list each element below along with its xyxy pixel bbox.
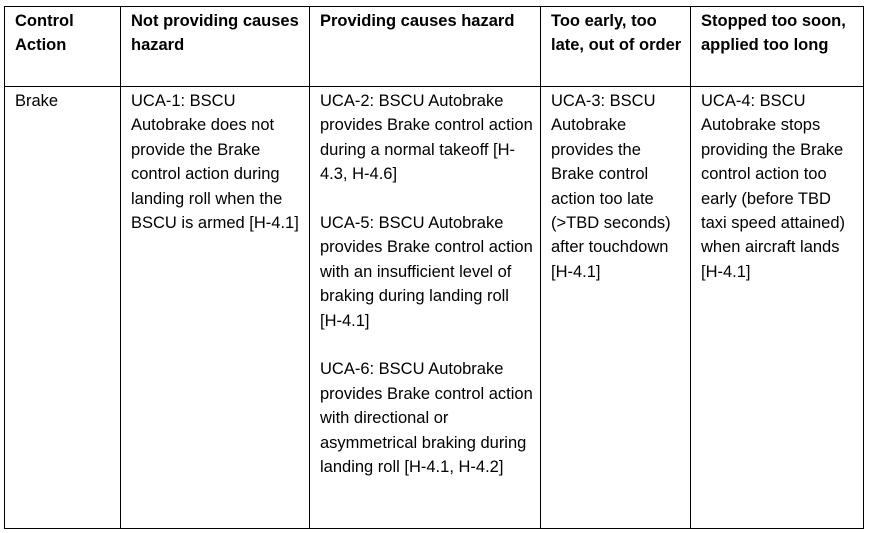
header-timing: Too early, too late, out of order	[541, 7, 691, 87]
cell-duration: UCA-4: BSCU Autobrake stops providing the Brake control action too early (before TBD taxi speed attained) when aircraft lands [H-4.1]	[691, 87, 864, 529]
uca-2-text: UCA-2: BSCU Autobrake provides Brake control action during a normal takeoff [H-4.3, H-4.6]	[320, 92, 533, 184]
header-control-action: Control Action	[5, 7, 121, 87]
uca-5-text: UCA-5: BSCU Autobrake provides Brake control action with an insufficient level of braking during landing roll [H-4.1]	[320, 214, 533, 330]
header-row	[5, 7, 864, 87]
cell-control-action: Brake	[5, 87, 121, 529]
cell-timing: UCA-3: BSCU Autobrake provides the Brake control action too late (>TBD seconds) after touchdown [H-4.1]	[541, 87, 691, 529]
table-row	[5, 87, 864, 529]
cell-providing	[310, 87, 541, 529]
cell-not-providing: UCA-1: BSCU Autobrake does not provide the Brake control action during landing roll when the BSCU is armed [H-4.1]	[121, 87, 310, 529]
header-duration: Stopped too soon, applied too long	[691, 7, 864, 87]
uca-6-text: UCA-6: BSCU Autobrake provides Brake control action with directional or asymmetrical braking during landing roll [H-4.1, H-4.2]	[320, 360, 533, 477]
uca-table	[4, 6, 864, 529]
header-not-providing: Not providing causes hazard	[121, 7, 310, 87]
header-providing: Providing causes hazard	[310, 7, 541, 87]
